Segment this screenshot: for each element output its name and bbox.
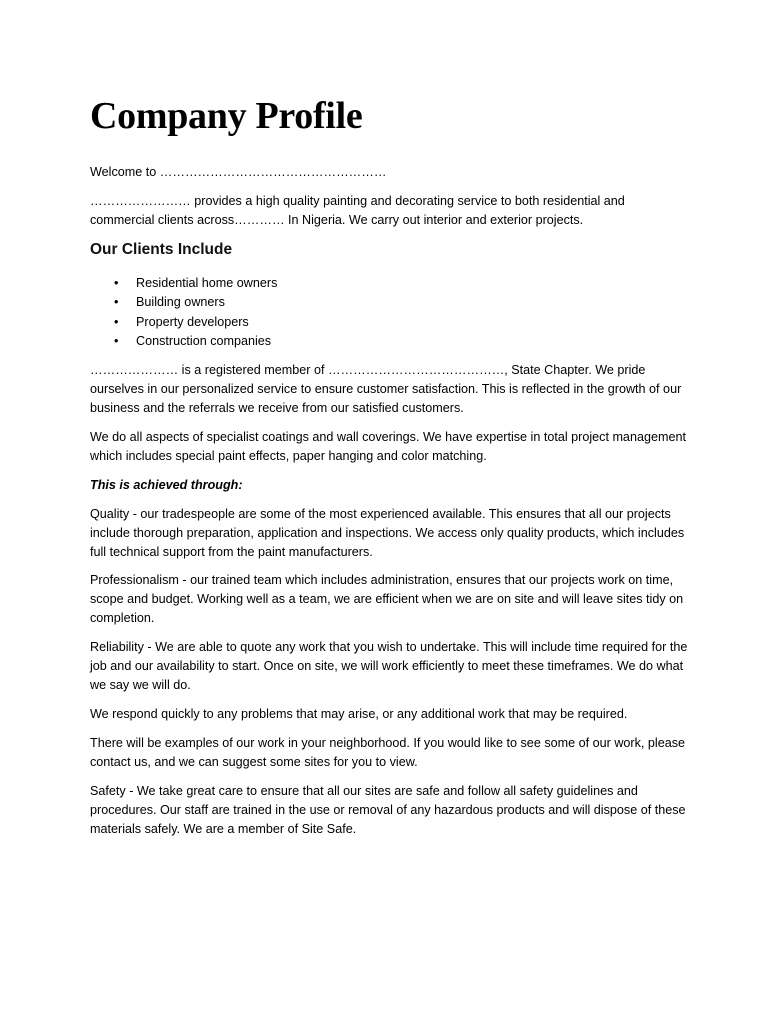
quality-paragraph: Quality - our tradespeople are some of the most experienced available. This ensures that all our projects include thorough preparation, application and inspections. We access only quality products, which includes full technical support from the paint manufacturers. (90, 507, 685, 559)
intro-paragraph: …………………… provides a high quality painting and decorating service to both residential and commercial clients across………… In Nigeria. We carry out interior and exterior projects. (90, 194, 625, 227)
list-item (90, 313, 277, 332)
bullet-icon: • (114, 314, 119, 329)
list-item-label: Construction companies (136, 333, 272, 348)
membership-paragraph: ………………… is a registered member of ……………………………………, State Chapter. We pride ourselves in our personalized service to ensure customer satisfaction. This is reflected in the growth of our business and the referrals we receive from our satisfied customers. (90, 363, 682, 415)
list-item-label: Residential home owners (136, 276, 278, 290)
bullet-icon: • (114, 333, 119, 348)
respond-paragraph: We respond quickly to any problems that may arise, or any additional work that may be required. (90, 707, 628, 721)
clients-heading: Our Clients Include (90, 241, 233, 258)
list-item (90, 332, 277, 351)
clients-list (90, 274, 277, 351)
examples-paragraph: There will be examples of our work in your neighborhood. If you would like to see some of our work, please contact us, and we can suggest some sites for you to view. (90, 736, 686, 769)
welcome-line: Welcome to ……………………………………………… (90, 165, 387, 179)
bullet-icon: • (114, 276, 119, 290)
list-item (90, 293, 277, 312)
page-title: Company Profile (90, 95, 363, 137)
list-item-label: Building owners (136, 295, 225, 310)
safety-paragraph: Safety - We take great care to ensure that all our sites are safe and follow all safety guidelines and procedures. Our staff are trained in the use or removal of any hazardous products and will dispose of these materials safely. We are a member of Site Safe. (90, 784, 686, 836)
achieved-label: This is achieved through: (90, 478, 243, 492)
specialist-paragraph: We do all aspects of specialist coatings and wall coverings. We have expertise in total project management which includes special paint effects, paper hanging and color matching. (90, 430, 686, 463)
professionalism-paragraph: Professionalism - our trained team which includes administration, ensures that our projects work on time, scope and budget. Working well as a team, we are efficient when we are on site and will leave sites tidy on completion. (90, 573, 684, 625)
reliability-paragraph: Reliability - We are able to quote any work that you wish to undertake. This will include time required for the job and our availability to start. Once on site, we will work efficiently to meet these timeframes. We do what we say we will do. (90, 640, 688, 692)
list-item (90, 274, 277, 293)
bullet-icon: • (114, 295, 119, 310)
list-item-label: Property developers (136, 314, 249, 329)
